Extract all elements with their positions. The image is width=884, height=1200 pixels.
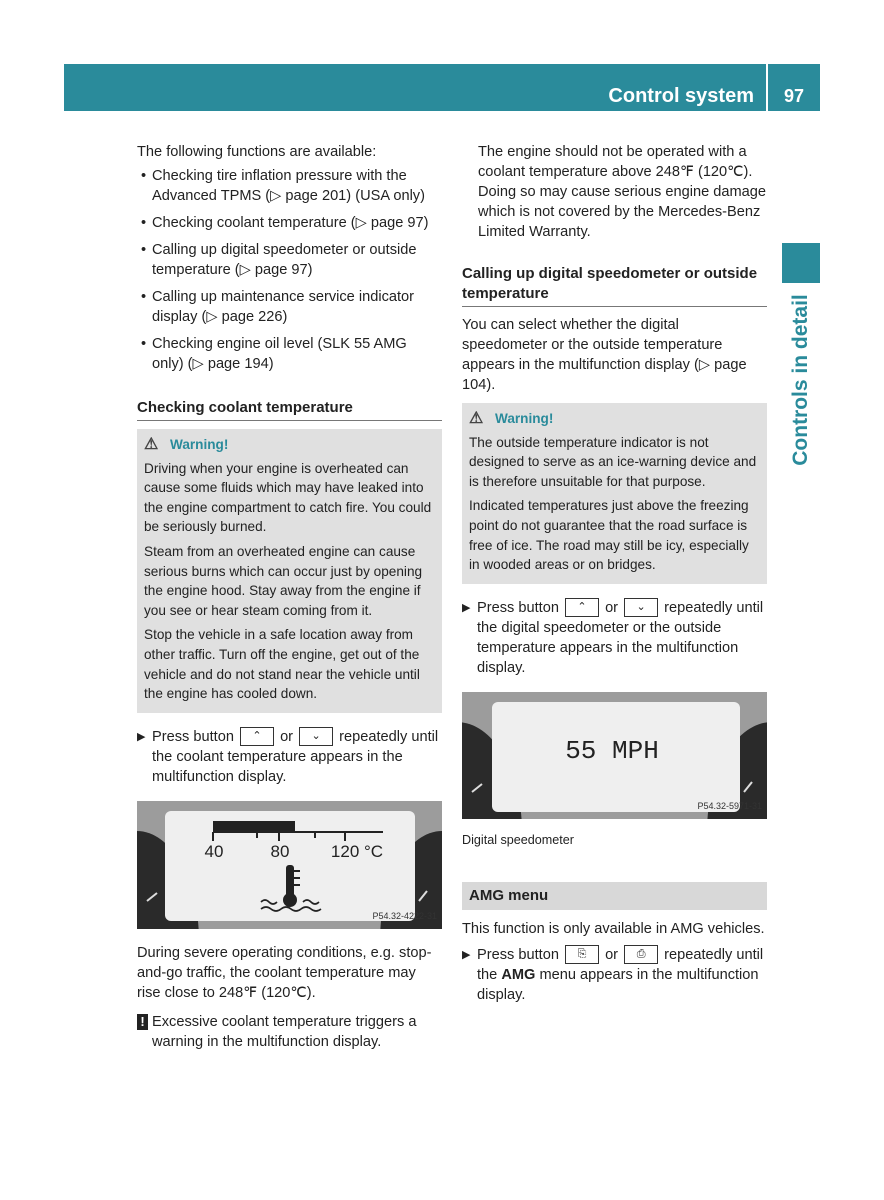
- figure-caption: Digital speedometer: [462, 832, 575, 847]
- outside-temp-warning-box: [462, 403, 767, 584]
- down-button-icon: ⌄: [299, 727, 333, 746]
- exclamation-icon: !: [137, 1014, 148, 1030]
- speedometer-step: ▶ Press button ⌃ or ⌄ repeatedly until the digital speedometer or the outside temperature appears in the multifunction display.: [462, 599, 764, 676]
- coolant-display-figure: [137, 801, 442, 929]
- warning-triangle-icon: ⚠: [469, 410, 484, 427]
- functions-list: [137, 166, 442, 374]
- step-arrow-icon: ▶: [137, 730, 146, 743]
- warning-title: Warning!: [495, 411, 554, 426]
- warning-paragraph: Steam from an overheated engine can cause serious burns which can occur just by opening the engine hood. Stay away from the engine if you see or hear steam coming from it.: [144, 543, 423, 618]
- figure-code: P54.32-4222-31: [372, 910, 437, 921]
- side-tab-marker: [782, 243, 820, 283]
- amg-step: ▶ Press button ⎘ or ⎙ repeatedly until the AMG menu appears in the multifunction display.: [462, 946, 764, 1003]
- coolant-heading: Checking coolant temperature: [137, 398, 442, 421]
- severe-conditions-text: During severe operating conditions, e.g. stop-and-go traffic, the coolant temperature may rise close to 248℉ (120℃).: [137, 944, 432, 1001]
- speedometer-text: You can select whether the digital speedometer or the outside temperature appears in the multifunction display (▷ page 104).: [462, 317, 747, 393]
- warning-paragraph: Stop the vehicle in a safe location away from other traffic. Turn off the engine, get out of the vehicle and do not stand near the vehicle until the engine has cooled down.: [144, 627, 420, 702]
- warning-title: Warning!: [170, 437, 229, 452]
- figure-code: P54.32-5971-31: [697, 800, 762, 811]
- step-arrow-icon: ▶: [462, 948, 471, 961]
- speedometer-display-figure: [462, 692, 767, 819]
- amg-menu-heading: AMG menu: [462, 882, 767, 910]
- coolant-step: ▶ Press button ⌃ or ⌄ repeatedly until the coolant temperature appears in the multifunction display.: [137, 728, 439, 785]
- phone-forward-button-icon: ⎙: [624, 945, 658, 964]
- page-header: [64, 64, 820, 111]
- warning-triangle-icon: ⚠: [144, 436, 159, 453]
- amg-text: This function is only available in AMG vehicles.: [462, 920, 765, 937]
- page-number: 97: [783, 86, 805, 106]
- functions-intro: The following functions are available:: [137, 144, 377, 160]
- step-arrow-icon: ▶: [462, 601, 471, 614]
- warning-paragraph: Driving when your engine is overheated can cause some fluids which may have leaked into the engine compartment to catch fire. You could be seriously burned.: [144, 460, 432, 535]
- list-item: • Checking engine oil level (SLK 55 AMG only) (▷ page 194): [137, 334, 442, 374]
- gauge-tick-label: 40: [204, 841, 224, 861]
- list-item: • Calling up digital speedometer or outside temperature (▷ page 97): [137, 240, 442, 280]
- engine-operation-text: The engine should not be operated with a coolant temperature above 248℉ (120℃). Doing so may cause serious engine damage which is not covered by the Mercedes-Benz Limited Warranty.: [478, 144, 766, 240]
- list-item: • Checking tire inflation pressure with the Advanced TPMS (▷ page 201) (USA only): [137, 166, 442, 206]
- speed-readout: 55 MPH: [565, 735, 659, 766]
- phone-back-button-icon: ⎘: [565, 945, 599, 964]
- warning-paragraph: Indicated temperatures just above the freezing point do not guarantee that the road surface is free of ice. The road may still be icy, especially in wooded areas or on bridges.: [469, 498, 749, 573]
- up-button-icon: ⌃: [240, 727, 274, 746]
- right-column: [462, 142, 767, 1005]
- list-item: • Checking coolant temperature (▷ page 97): [137, 213, 442, 233]
- up-button-icon: ⌃: [565, 598, 599, 617]
- gauge-tick-label: 80: [270, 841, 290, 861]
- warning-paragraph: The outside temperature indicator is not designed to serve as an ice-warning device and is therefore unsuitable for that purpose.: [469, 434, 757, 489]
- left-column: [137, 142, 442, 1052]
- list-item: • Calling up maintenance service indicator display (▷ page 226): [137, 287, 442, 327]
- coolant-warning-box: [137, 429, 442, 713]
- coolant-note: ! Excessive coolant temperature triggers a warning in the multifunction display.: [137, 1012, 442, 1052]
- chapter-title: Control system: [608, 85, 754, 107]
- down-button-icon: ⌄: [624, 598, 658, 617]
- gauge-tick-label: 120 °C: [330, 841, 384, 861]
- side-tab-label: Controls in detail: [789, 294, 812, 466]
- speedometer-heading: Calling up digital speedometer or outside temperature: [462, 264, 767, 307]
